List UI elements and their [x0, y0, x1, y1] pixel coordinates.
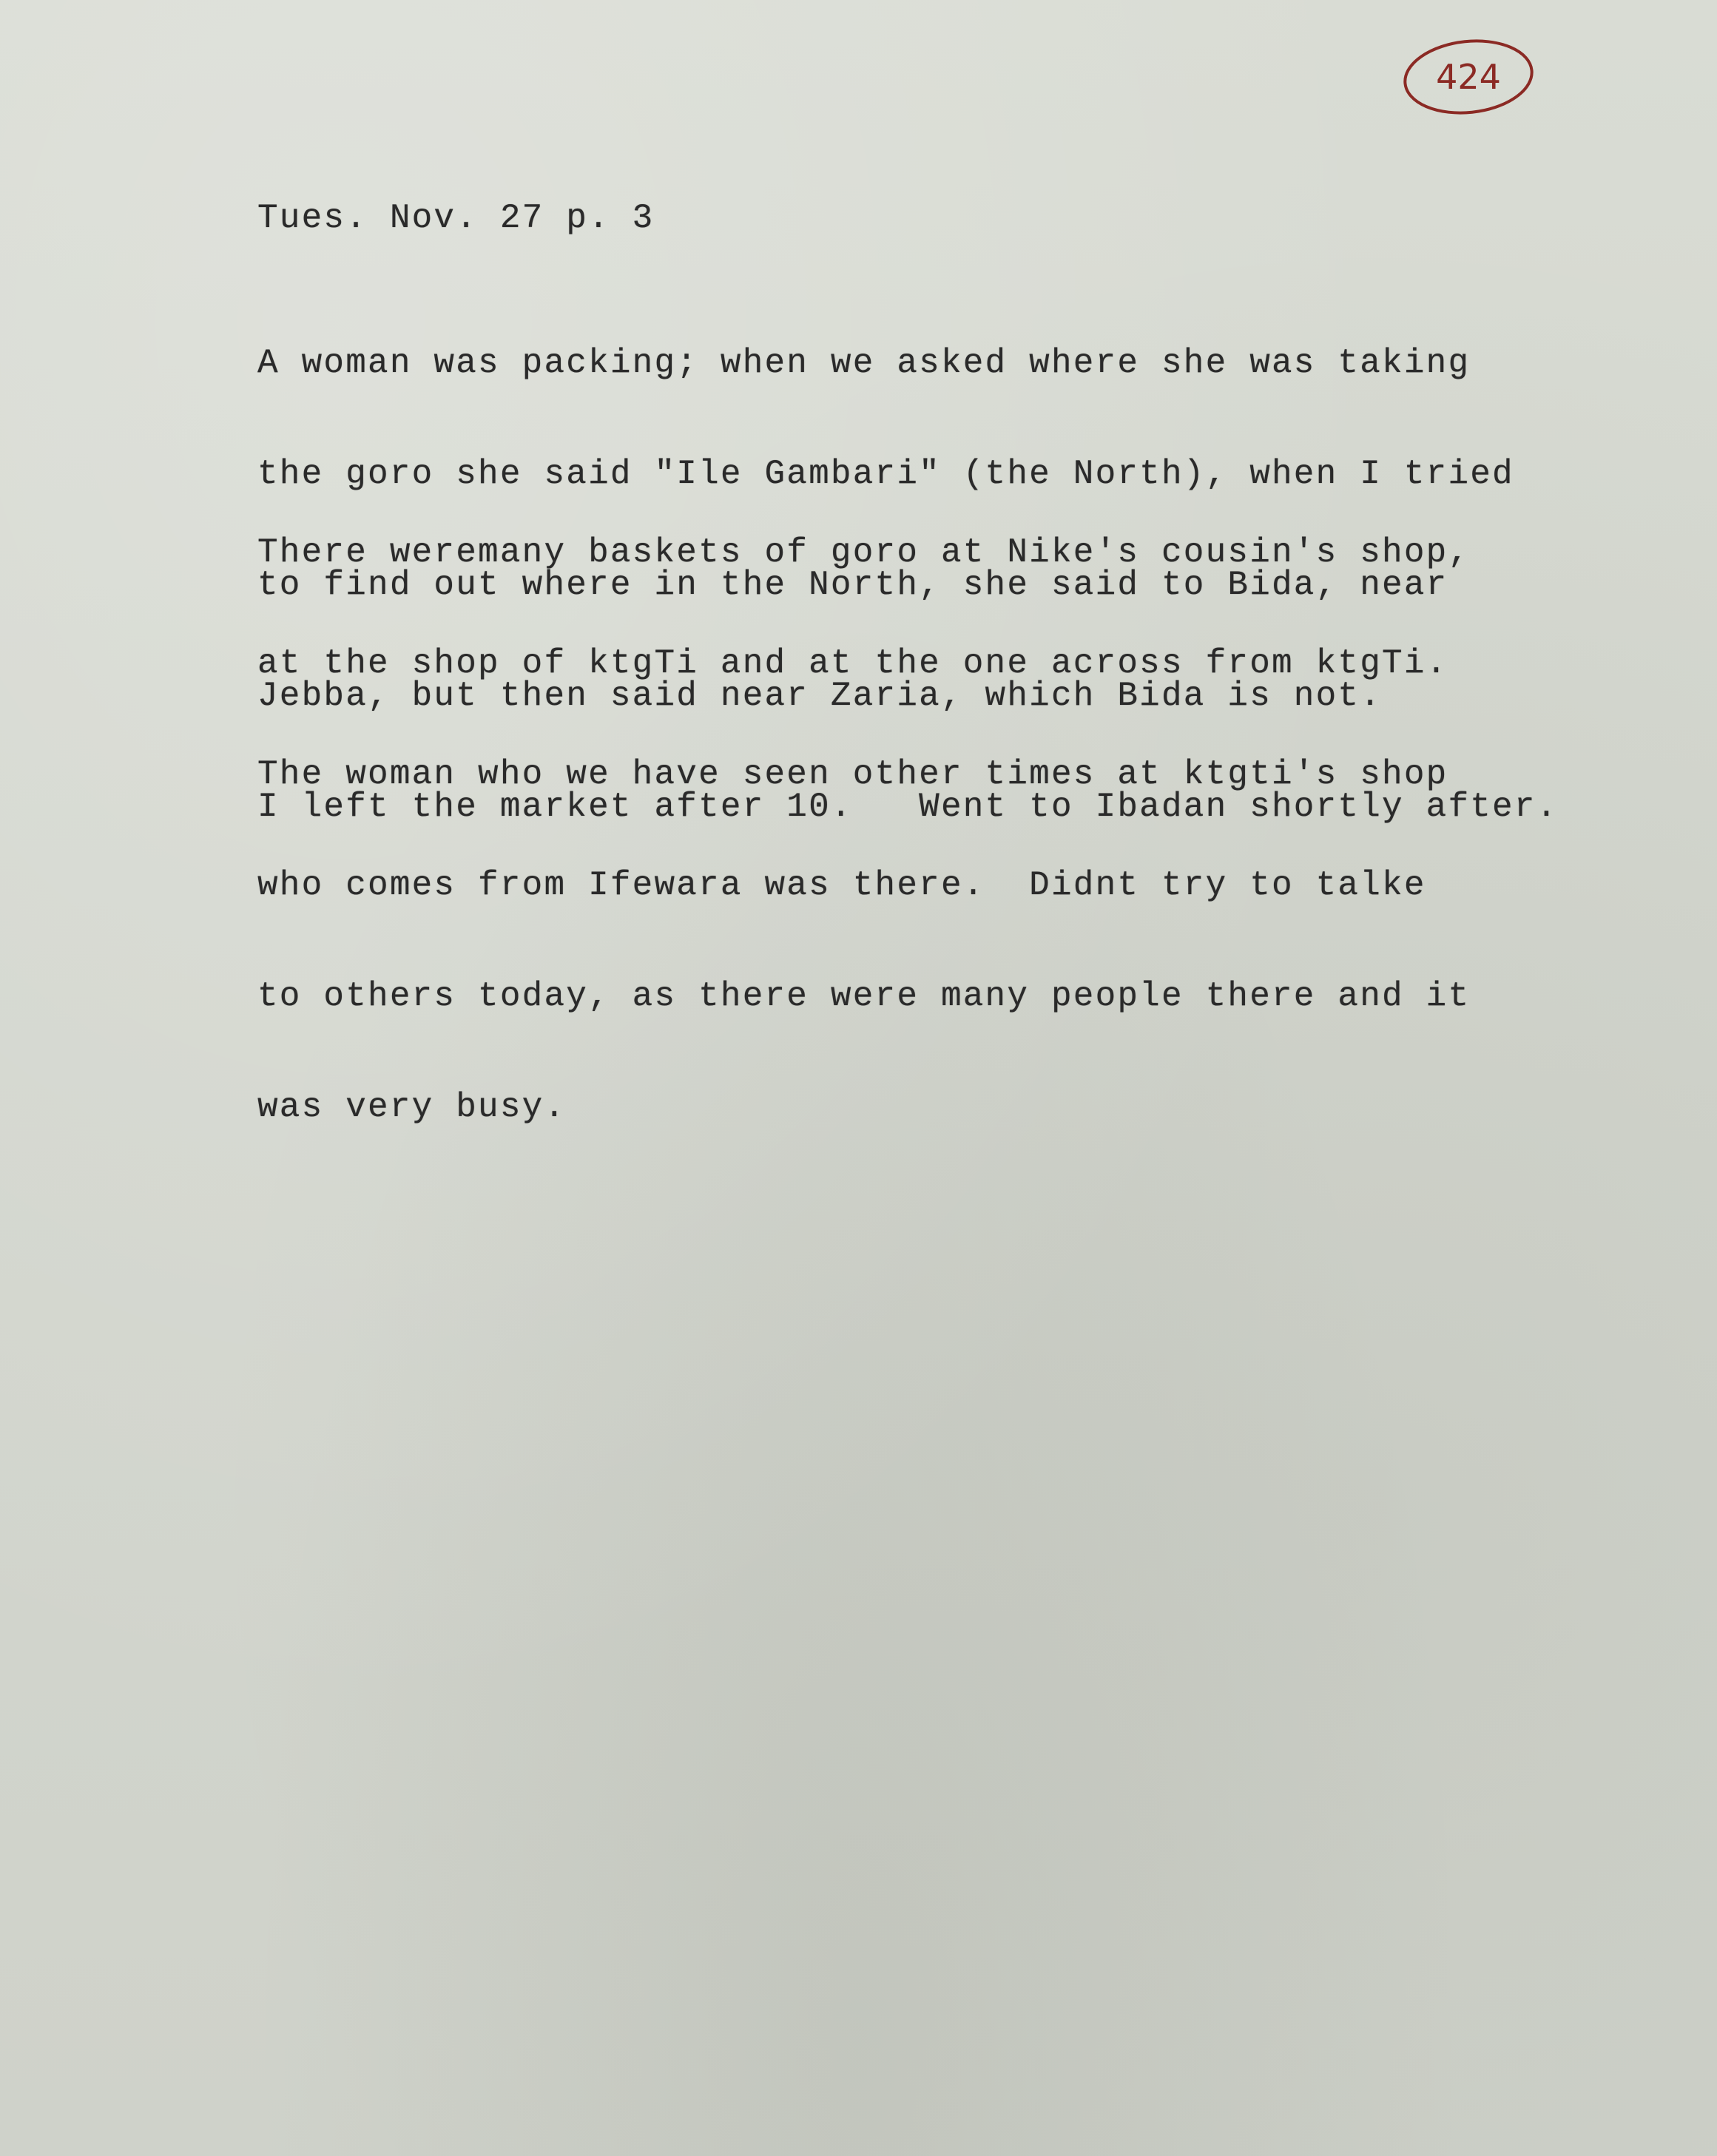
paragraph-line: to find out where in the North, she said to Bida, near [257, 566, 1448, 604]
paragraph-line: I left the market after 10. Went to Ibadan shortly after. [257, 788, 1559, 826]
paragraph-line: the goro she said "Ile Gambari" (the North), when I tried [257, 455, 1514, 493]
paragraph-line: The woman who we have seen other times at ktgti's shop [257, 755, 1448, 794]
paragraph-3 [257, 714, 1558, 899]
paragraph-line: A woman was packing; when we asked where she was taking [257, 344, 1471, 382]
page-number: 424 [1436, 57, 1501, 97]
paragraph-line: Jebba, but then said near Zaria, which Bida is not. [257, 677, 1383, 715]
page-number-stamp [1402, 36, 1535, 118]
paragraph-line: There weremany baskets of goro at Nike's cousin's shop, [257, 533, 1471, 572]
page-heading: Tues. Nov. 27 p. 3 [257, 199, 655, 237]
paragraph-line: at the shop of ktgTi and at the one across from ktgTi. [257, 644, 1448, 683]
paragraph-line: to others today, as there were many people there and it [257, 977, 1471, 1016]
paragraph-line: who comes from Ifewara was there. Didnt try to talke [257, 866, 1426, 905]
paragraph-line: was very busy. [257, 1088, 567, 1126]
